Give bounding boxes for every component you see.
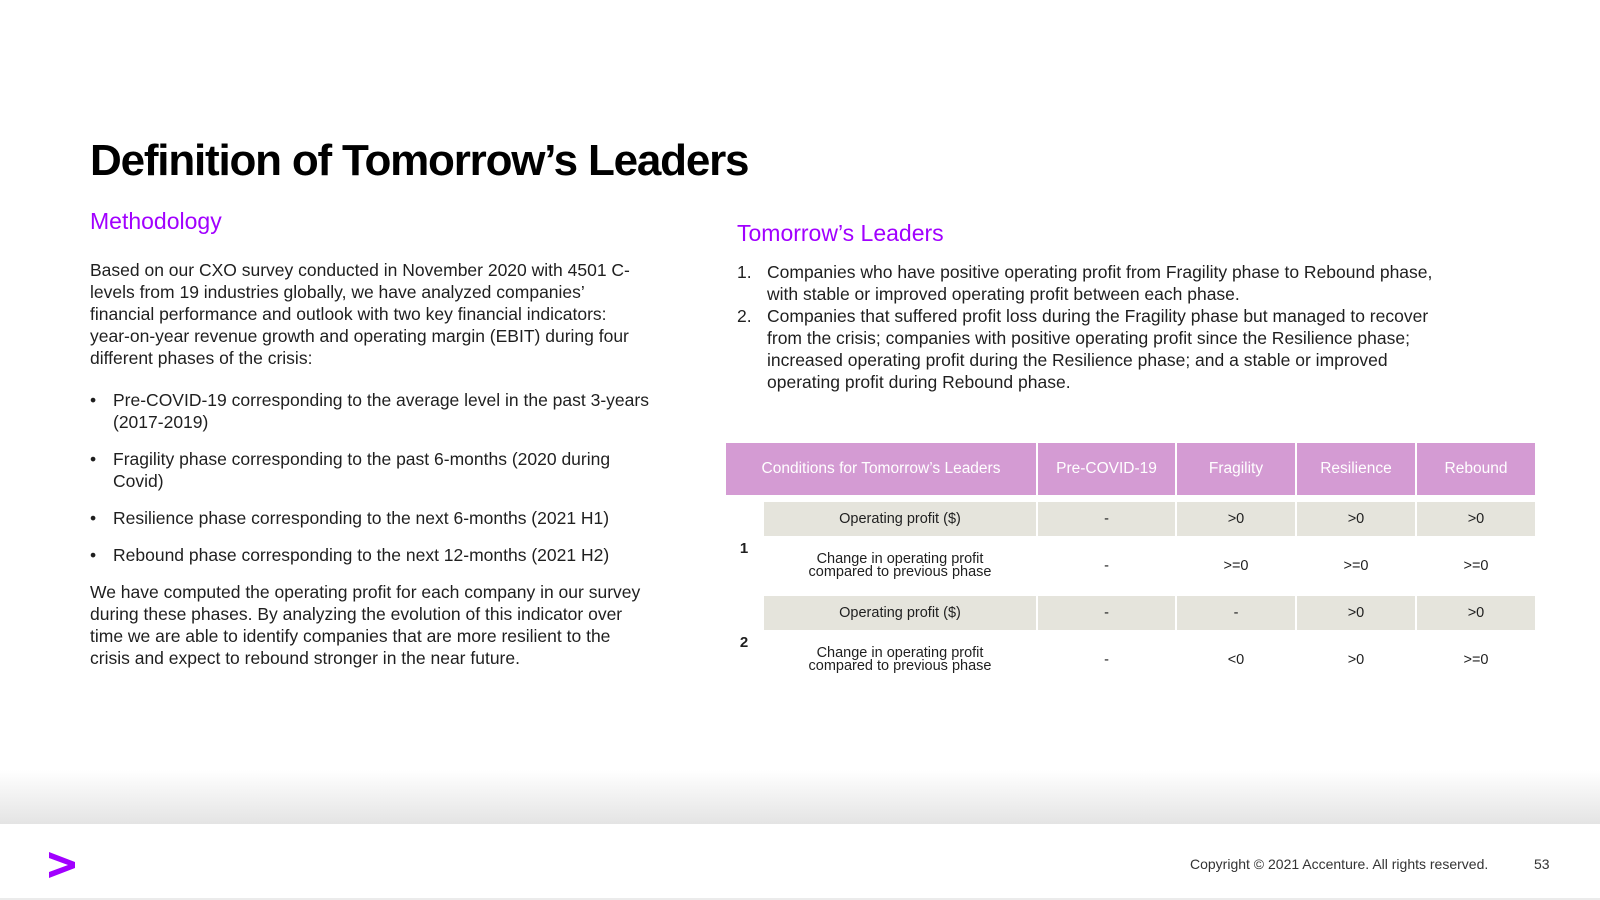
phase-item-resilience: • Resilience phase corresponding to the next 6-months (2021 H1) xyxy=(90,508,610,528)
condition-cell: Change in operating profit compared to previous phase xyxy=(764,538,1036,594)
methodology-intro: Based on our CXO survey conducted in November 2020 with 4501 C-levels from 19 industries globally, we have analyzed companies’ financial performance and outlook with two key financial indicators: year-on-year revenue growth and operating margin (EBIT) during four different phases of the crisis: xyxy=(90,260,630,368)
value-cell: >0 xyxy=(1417,596,1535,630)
copyright-text: Copyright © 2021 Accenture. All rights reserved. xyxy=(1190,856,1489,872)
page-number: 53 xyxy=(1534,856,1550,872)
bullet-icon: • xyxy=(90,449,97,469)
header-conditions: Conditions for Tomorrow’s Leaders xyxy=(726,443,1036,495)
group-label-1: 1 xyxy=(726,502,762,594)
value-cell: - xyxy=(1038,502,1175,536)
bullet-icon: • xyxy=(90,545,97,565)
table-row xyxy=(726,632,1535,688)
leaders-criterion-1: 1. Companies who have positive operating profit from Fragility phase to Rebound phase, with stable or improved operating profit between each phase. xyxy=(737,262,1433,304)
header-rebound: Rebound xyxy=(1417,443,1535,495)
phase-list xyxy=(90,389,650,566)
condition-cell: Operating profit ($) xyxy=(764,502,1036,536)
group-label-2: 2 xyxy=(726,596,762,688)
phase-item-rebound: • Rebound phase corresponding to the next 12-months (2021 H2) xyxy=(90,545,610,565)
table-header-row xyxy=(726,443,1535,495)
value-cell: >=0 xyxy=(1417,538,1535,594)
methodology-heading: Methodology xyxy=(90,208,222,234)
methodology-section xyxy=(90,208,650,669)
conditions-table xyxy=(724,441,1537,690)
header-pre-covid: Pre-COVID-19 xyxy=(1038,443,1175,495)
accenture-greater-than-icon xyxy=(48,852,76,878)
header-fragility: Fragility xyxy=(1177,443,1295,495)
value-cell: >0 xyxy=(1177,502,1295,536)
value-cell: - xyxy=(1177,596,1295,630)
value-cell: >0 xyxy=(1417,502,1535,536)
value-cell: - xyxy=(1038,538,1175,594)
value-cell: >=0 xyxy=(1417,632,1535,688)
table-row xyxy=(726,596,1535,630)
value-cell: >0 xyxy=(1297,632,1415,688)
bullet-icon: • xyxy=(90,390,97,410)
value-cell: - xyxy=(1038,596,1175,630)
condition-cell: Operating profit ($) xyxy=(764,596,1036,630)
page-title: Definition of Tomorrow’s Leaders xyxy=(90,136,749,185)
leaders-heading: Tomorrow’s Leaders xyxy=(737,220,944,246)
phase-item-pre-covid: • Pre-COVID-19 corresponding to the average level in the past 3-years (2017-2019) xyxy=(90,390,649,432)
phase-item-fragility: • Fragility phase corresponding to the past 6-months (2020 during Covid) xyxy=(90,449,611,491)
value-cell: >0 xyxy=(1297,502,1415,536)
value-cell: - xyxy=(1038,632,1175,688)
methodology-closing: We have computed the operating profit for each company in our survey during these phases. By analyzing the evolution of this indicator over time we are able to identify companies that are more resilient to the crisis and expect to rebound stronger in the near future. xyxy=(90,582,641,668)
header-resilience: Resilience xyxy=(1297,443,1415,495)
value-cell: >=0 xyxy=(1297,538,1415,594)
footer-shadow xyxy=(0,770,1600,824)
value-cell: >=0 xyxy=(1177,538,1295,594)
condition-cell: Change in operating profit compared to previous phase xyxy=(764,632,1036,688)
leaders-criterion-2: 2. Companies that suffered profit loss during the Fragility phase but managed to recover from the crisis; companies with positive operating profit since the Resilience phase; increased operating profit during the Resilience phase; and a stable or improved operating profit during Rebound phase. xyxy=(737,306,1429,392)
leaders-section xyxy=(737,220,1457,393)
bullet-icon: • xyxy=(90,508,97,528)
value-cell: >0 xyxy=(1297,596,1415,630)
table-row xyxy=(726,502,1535,536)
value-cell: <0 xyxy=(1177,632,1295,688)
table-row xyxy=(726,538,1535,594)
leaders-criteria-list xyxy=(737,261,1457,393)
